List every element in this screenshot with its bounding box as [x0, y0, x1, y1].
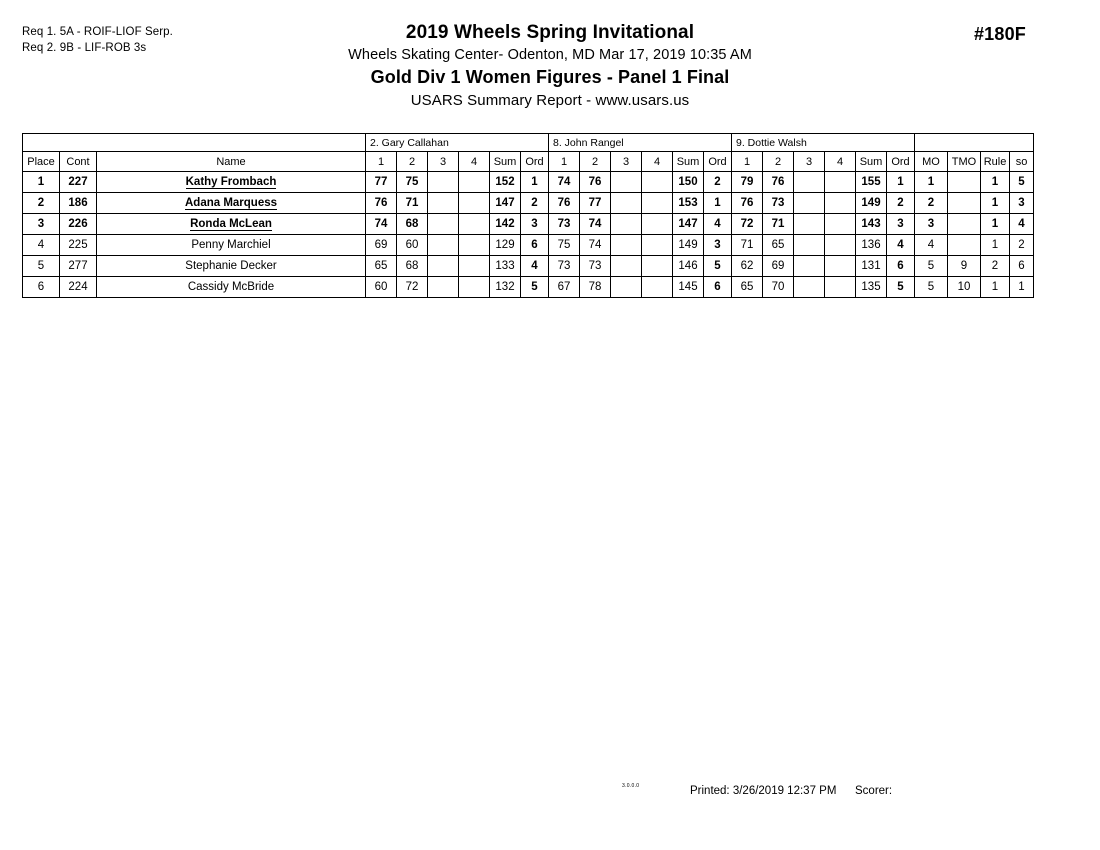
cell-j1-s1: 77	[366, 172, 397, 193]
cell-j3-s1: 62	[732, 256, 763, 277]
cell-j1-s2: 72	[397, 277, 428, 298]
cell-so: 5	[1010, 172, 1034, 193]
cell-cont: 186	[60, 193, 97, 214]
header-j2-score-1: 1	[549, 152, 580, 172]
cell-j3-s2: 73	[763, 193, 794, 214]
results-table	[22, 133, 1034, 298]
cell-j3-s4	[825, 193, 856, 214]
cell-so: 3	[1010, 193, 1034, 214]
cell-j1-s1: 60	[366, 277, 397, 298]
cell-tmo	[948, 172, 981, 193]
cell-j2-s1: 74	[549, 172, 580, 193]
cell-j1-ord: 2	[521, 193, 549, 214]
cell-tmo: 10	[948, 277, 981, 298]
cell-j3-s4	[825, 214, 856, 235]
cell-so: 1	[1010, 277, 1034, 298]
header-name: Name	[97, 152, 366, 172]
cell-j1-s2: 60	[397, 235, 428, 256]
division-title: Gold Div 1 Women Figures - Panel 1 Final	[370, 67, 730, 87]
cell-j1-s3	[428, 256, 459, 277]
cell-j1-s2: 68	[397, 214, 428, 235]
header-j2-ord: Ord	[704, 152, 732, 172]
table-row	[23, 277, 1034, 298]
cell-j1-s4	[459, 214, 490, 235]
cell-tmo	[948, 235, 981, 256]
cell-j1-ord: 6	[521, 235, 549, 256]
header-j1-score-3: 3	[428, 152, 459, 172]
cell-j3-s1: 72	[732, 214, 763, 235]
table-row	[23, 235, 1034, 256]
table-row	[23, 256, 1034, 277]
cell-name	[97, 235, 366, 256]
cell-j1-s2: 71	[397, 193, 428, 214]
cell-name	[97, 193, 366, 214]
cell-j2-sum: 147	[673, 214, 704, 235]
header-j3-score-2: 2	[763, 152, 794, 172]
cell-rule: 1	[981, 277, 1010, 298]
cell-j2-s4	[642, 172, 673, 193]
header-so: so	[1010, 152, 1034, 172]
cell-j2-s2: 74	[580, 214, 611, 235]
cell-cont: 227	[60, 172, 97, 193]
skater-name: Penny Marchiel	[191, 239, 271, 251]
cell-j2-s2: 76	[580, 172, 611, 193]
cell-cont: 277	[60, 256, 97, 277]
header-j3-score-1: 1	[732, 152, 763, 172]
skater-name: Stephanie Decker	[185, 260, 277, 272]
cell-j1-sum: 147	[490, 193, 521, 214]
header-j1-score-4: 4	[459, 152, 490, 172]
cell-j1-s3	[428, 214, 459, 235]
cell-mo: 3	[915, 214, 948, 235]
cell-j1-sum: 133	[490, 256, 521, 277]
cell-j1-ord: 5	[521, 277, 549, 298]
cell-j3-s3	[794, 214, 825, 235]
cell-j3-sum: 143	[856, 214, 887, 235]
cell-j1-s1: 69	[366, 235, 397, 256]
cell-j3-s1: 71	[732, 235, 763, 256]
cell-j3-sum: 135	[856, 277, 887, 298]
cell-j1-sum: 132	[490, 277, 521, 298]
cell-j1-ord: 3	[521, 214, 549, 235]
cell-j3-s3	[794, 172, 825, 193]
cell-j2-sum: 149	[673, 235, 704, 256]
cell-j3-s1: 65	[732, 277, 763, 298]
cell-j3-s2: 71	[763, 214, 794, 235]
cell-rule: 1	[981, 193, 1010, 214]
cell-j2-s4	[642, 193, 673, 214]
cell-j3-s2: 70	[763, 277, 794, 298]
cell-j3-s4	[825, 256, 856, 277]
cell-so: 2	[1010, 235, 1034, 256]
cell-j2-ord: 6	[704, 277, 732, 298]
column-header-row	[23, 152, 1034, 172]
cell-j3-s4	[825, 235, 856, 256]
cell-cont: 226	[60, 214, 97, 235]
cell-j2-ord: 2	[704, 172, 732, 193]
cell-j2-s3	[611, 193, 642, 214]
judge-row-spacer	[23, 134, 366, 152]
cell-j3-s2: 69	[763, 256, 794, 277]
cell-j1-s1: 74	[366, 214, 397, 235]
cell-j3-s1: 79	[732, 172, 763, 193]
cell-j3-s4	[825, 277, 856, 298]
venue-line: Wheels Skating Center- Odenton, MD Mar 17, 2019 10:35 AM	[348, 47, 752, 63]
header-j2-score-2: 2	[580, 152, 611, 172]
event-title: 2019 Wheels Spring Invitational	[405, 22, 695, 43]
cell-mo: 4	[915, 235, 948, 256]
judge-row-spacer-right	[915, 134, 1034, 152]
cell-j2-s1: 75	[549, 235, 580, 256]
cell-rule: 1	[981, 214, 1010, 235]
cell-place: 4	[23, 235, 60, 256]
cell-j2-sum: 153	[673, 193, 704, 214]
cell-j1-s3	[428, 172, 459, 193]
cell-j2-ord: 1	[704, 193, 732, 214]
judge-2-name: 8. John Rangel	[549, 134, 732, 152]
header-j1-sum: Sum	[490, 152, 521, 172]
cell-rule: 1	[981, 172, 1010, 193]
cell-j1-s3	[428, 193, 459, 214]
cell-j2-s3	[611, 277, 642, 298]
judge-header-row	[23, 134, 1034, 152]
cell-j3-ord: 2	[887, 193, 915, 214]
report-subtitle: USARS Summary Report - www.usars.us	[410, 92, 690, 109]
cell-j1-s2: 68	[397, 256, 428, 277]
cell-j1-sum: 142	[490, 214, 521, 235]
cell-j3-s3	[794, 193, 825, 214]
cell-j2-s1: 67	[549, 277, 580, 298]
cell-j1-s2: 75	[397, 172, 428, 193]
cell-j1-s4	[459, 193, 490, 214]
cell-j1-ord: 1	[521, 172, 549, 193]
skater-name: Ronda McLean	[190, 217, 272, 230]
cell-name	[97, 256, 366, 277]
requirement-2: Req 2. 9B - LIF-ROB 3s	[22, 42, 147, 54]
cell-mo: 2	[915, 193, 948, 214]
cell-j1-s1: 76	[366, 193, 397, 214]
cell-j2-s3	[611, 172, 642, 193]
header-mo: MO	[915, 152, 948, 172]
cell-place: 1	[23, 172, 60, 193]
cell-j2-sum: 146	[673, 256, 704, 277]
judge-1-name: 2. Gary Callahan	[366, 134, 549, 152]
cell-place: 3	[23, 214, 60, 235]
cell-j3-sum: 131	[856, 256, 887, 277]
skater-name: Kathy Frombach	[185, 175, 277, 188]
table-row	[23, 214, 1034, 235]
cell-j1-s3	[428, 235, 459, 256]
cell-j2-s1: 73	[549, 214, 580, 235]
cell-j1-sum: 129	[490, 235, 521, 256]
cell-mo: 1	[915, 172, 948, 193]
header-cont: Cont	[60, 152, 97, 172]
cell-j2-s3	[611, 256, 642, 277]
cell-j1-s4	[459, 235, 490, 256]
header-j3-score-3: 3	[794, 152, 825, 172]
cell-j1-s4	[459, 256, 490, 277]
table-row	[23, 193, 1034, 214]
cell-j2-ord: 4	[704, 214, 732, 235]
cell-j3-sum: 155	[856, 172, 887, 193]
cell-j3-s4	[825, 172, 856, 193]
cell-j2-sum: 145	[673, 277, 704, 298]
cell-j3-s2: 65	[763, 235, 794, 256]
cell-j2-s2: 73	[580, 256, 611, 277]
cell-j2-s3	[611, 235, 642, 256]
header-j2-score-4: 4	[642, 152, 673, 172]
cell-j2-s1: 73	[549, 256, 580, 277]
title-block	[0, 22, 1100, 109]
cell-j2-s1: 76	[549, 193, 580, 214]
printed-timestamp: Printed: 3/26/2019 12:37 PM	[690, 785, 837, 797]
header-j3-score-4: 4	[825, 152, 856, 172]
cell-j3-ord: 4	[887, 235, 915, 256]
cell-j2-ord: 5	[704, 256, 732, 277]
cell-j3-s3	[794, 256, 825, 277]
header-j2-score-3: 3	[611, 152, 642, 172]
header-rule: Rule	[981, 152, 1010, 172]
cell-j2-s2: 77	[580, 193, 611, 214]
header-place: Place	[23, 152, 60, 172]
cell-j3-ord: 5	[887, 277, 915, 298]
cell-mo: 5	[915, 277, 948, 298]
cell-tmo	[948, 193, 981, 214]
table-row	[23, 172, 1034, 193]
results-table-wrapper	[22, 133, 1034, 298]
cell-j3-ord: 6	[887, 256, 915, 277]
judge-3-name: 9. Dottie Walsh	[732, 134, 915, 152]
cell-name	[97, 277, 366, 298]
cell-place: 5	[23, 256, 60, 277]
header-j1-score-2: 2	[397, 152, 428, 172]
header-j2-sum: Sum	[673, 152, 704, 172]
skater-name: Adana Marquess	[184, 196, 278, 209]
header-tmo: TMO	[948, 152, 981, 172]
cell-place: 2	[23, 193, 60, 214]
cell-tmo: 9	[948, 256, 981, 277]
cell-j1-s4	[459, 172, 490, 193]
cell-j2-s2: 74	[580, 235, 611, 256]
header-j1-ord: Ord	[521, 152, 549, 172]
cell-j2-s4	[642, 277, 673, 298]
cell-cont: 224	[60, 277, 97, 298]
cell-j2-s2: 78	[580, 277, 611, 298]
cell-j1-sum: 152	[490, 172, 521, 193]
cell-j1-ord: 4	[521, 256, 549, 277]
cell-j2-s4	[642, 214, 673, 235]
scorer-label: Scorer:	[855, 785, 893, 797]
header-j1-score-1: 1	[366, 152, 397, 172]
requirement-1: Req 1. 5A - ROIF-LIOF Serp.	[22, 26, 173, 38]
cell-place: 6	[23, 277, 60, 298]
version-label: 3.0.0.0	[622, 783, 640, 789]
cell-so: 6	[1010, 256, 1034, 277]
cell-j2-sum: 150	[673, 172, 704, 193]
cell-tmo	[948, 214, 981, 235]
cell-name	[97, 172, 366, 193]
document-code: #180F	[973, 24, 1026, 44]
cell-j1-s4	[459, 277, 490, 298]
cell-rule: 2	[981, 256, 1010, 277]
cell-j3-s3	[794, 235, 825, 256]
cell-j2-ord: 3	[704, 235, 732, 256]
cell-j2-s4	[642, 235, 673, 256]
cell-name	[97, 214, 366, 235]
cell-j3-ord: 3	[887, 214, 915, 235]
cell-j3-s2: 76	[763, 172, 794, 193]
cell-j2-s4	[642, 256, 673, 277]
cell-j1-s1: 65	[366, 256, 397, 277]
cell-j3-s3	[794, 277, 825, 298]
cell-j2-s3	[611, 214, 642, 235]
cell-mo: 5	[915, 256, 948, 277]
cell-j3-sum: 136	[856, 235, 887, 256]
cell-so: 4	[1010, 214, 1034, 235]
skater-name: Cassidy McBride	[187, 281, 275, 293]
header-j3-sum: Sum	[856, 152, 887, 172]
cell-j3-s1: 76	[732, 193, 763, 214]
cell-j3-ord: 1	[887, 172, 915, 193]
cell-cont: 225	[60, 235, 97, 256]
cell-j3-sum: 149	[856, 193, 887, 214]
header-j3-ord: Ord	[887, 152, 915, 172]
cell-j1-s3	[428, 277, 459, 298]
cell-rule: 1	[981, 235, 1010, 256]
